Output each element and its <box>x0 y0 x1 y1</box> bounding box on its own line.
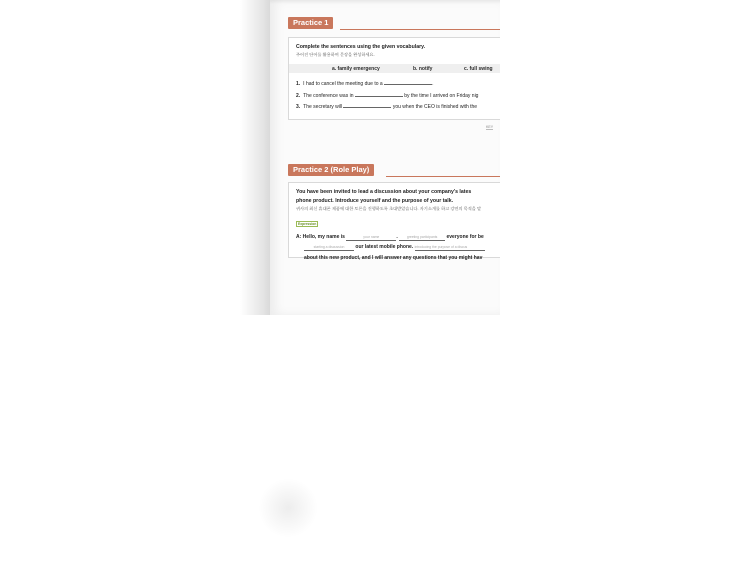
practice2-instruction-line1: You have been invited to lead a discussion about your company's lates <box>296 189 472 195</box>
speaker-label: A: <box>296 233 302 240</box>
vocab-item: c. full swing <box>464 65 493 72</box>
role-line-3 <box>296 255 500 261</box>
sentence-text: you when the CEO is finished with the <box>392 104 478 110</box>
background-smudge <box>258 478 318 538</box>
practice2-box <box>288 182 500 261</box>
sentence-number: 3. <box>296 104 301 110</box>
practice2-instruction-line2: phone product. Introduce yourself and the purpose of your talk. <box>296 198 454 204</box>
sentence-2 <box>296 93 500 99</box>
practice2-title: Practice 2 (Role Play) <box>288 164 374 176</box>
sentence-text: The secretary will <box>303 104 343 110</box>
practice1-title: Practice 1 <box>288 17 333 29</box>
practice2-instruction-kr: 귀사의 최신 휴대폰 제품에 대한 토론을 진행하도록 초대받았습니다. 자기소개를 하고 강연의 목적을 말 <box>296 206 482 211</box>
role-line-2 <box>296 244 500 251</box>
practice1-instruction-kr: 주어진 단어를 활용하여 문장을 완성하세요. <box>296 52 375 57</box>
role-line-1 <box>296 234 500 241</box>
vocab-item: a. family emergency <box>332 65 380 72</box>
book-spine-shadow <box>240 0 272 315</box>
answer-blank-greeting[interactable]: greeting participants <box>399 235 445 241</box>
sentence-1 <box>296 81 500 87</box>
answer-blank-starting[interactable]: starting a discussion <box>304 245 354 251</box>
sentence-3 <box>296 104 500 110</box>
practice2-rule <box>386 176 500 177</box>
answer-key-note: KEY <box>486 125 494 129</box>
sentence-text: . <box>432 81 434 87</box>
role-text: Hello, my name is <box>302 233 345 240</box>
sentence-text: The conference was in <box>303 92 354 99</box>
sentence-text: by the time I arrived on Friday nig <box>404 92 479 99</box>
sentence-number: 2. <box>296 92 301 99</box>
expression-badge: Expression <box>298 222 317 226</box>
answer-blank[interactable] <box>343 106 391 108</box>
role-text: about this new product, and I will answer any questions that you might hav <box>304 254 483 261</box>
page-top-shade <box>270 0 500 4</box>
sentence-number: 1. <box>296 81 301 87</box>
answer-blank[interactable] <box>355 95 403 97</box>
practice1-instruction: Complete the sentences using the given vocabulary. <box>296 44 426 50</box>
role-text: our latest mobile phone. <box>355 244 414 250</box>
practice1-rule <box>340 29 500 30</box>
answer-blank-name[interactable]: your name <box>346 235 396 241</box>
sentence-text: I had to cancel the meeting due to a <box>303 81 383 87</box>
role-text: everyone for be <box>446 233 484 240</box>
answer-blank-purpose[interactable]: introducing the purpose of a discus <box>415 245 485 251</box>
vocab-item: b. notify <box>413 65 433 72</box>
document-page <box>270 0 500 315</box>
practice1-box <box>288 37 500 120</box>
answer-blank[interactable] <box>384 83 432 85</box>
vocab-bank <box>289 64 500 73</box>
role-text: . <box>396 233 398 240</box>
